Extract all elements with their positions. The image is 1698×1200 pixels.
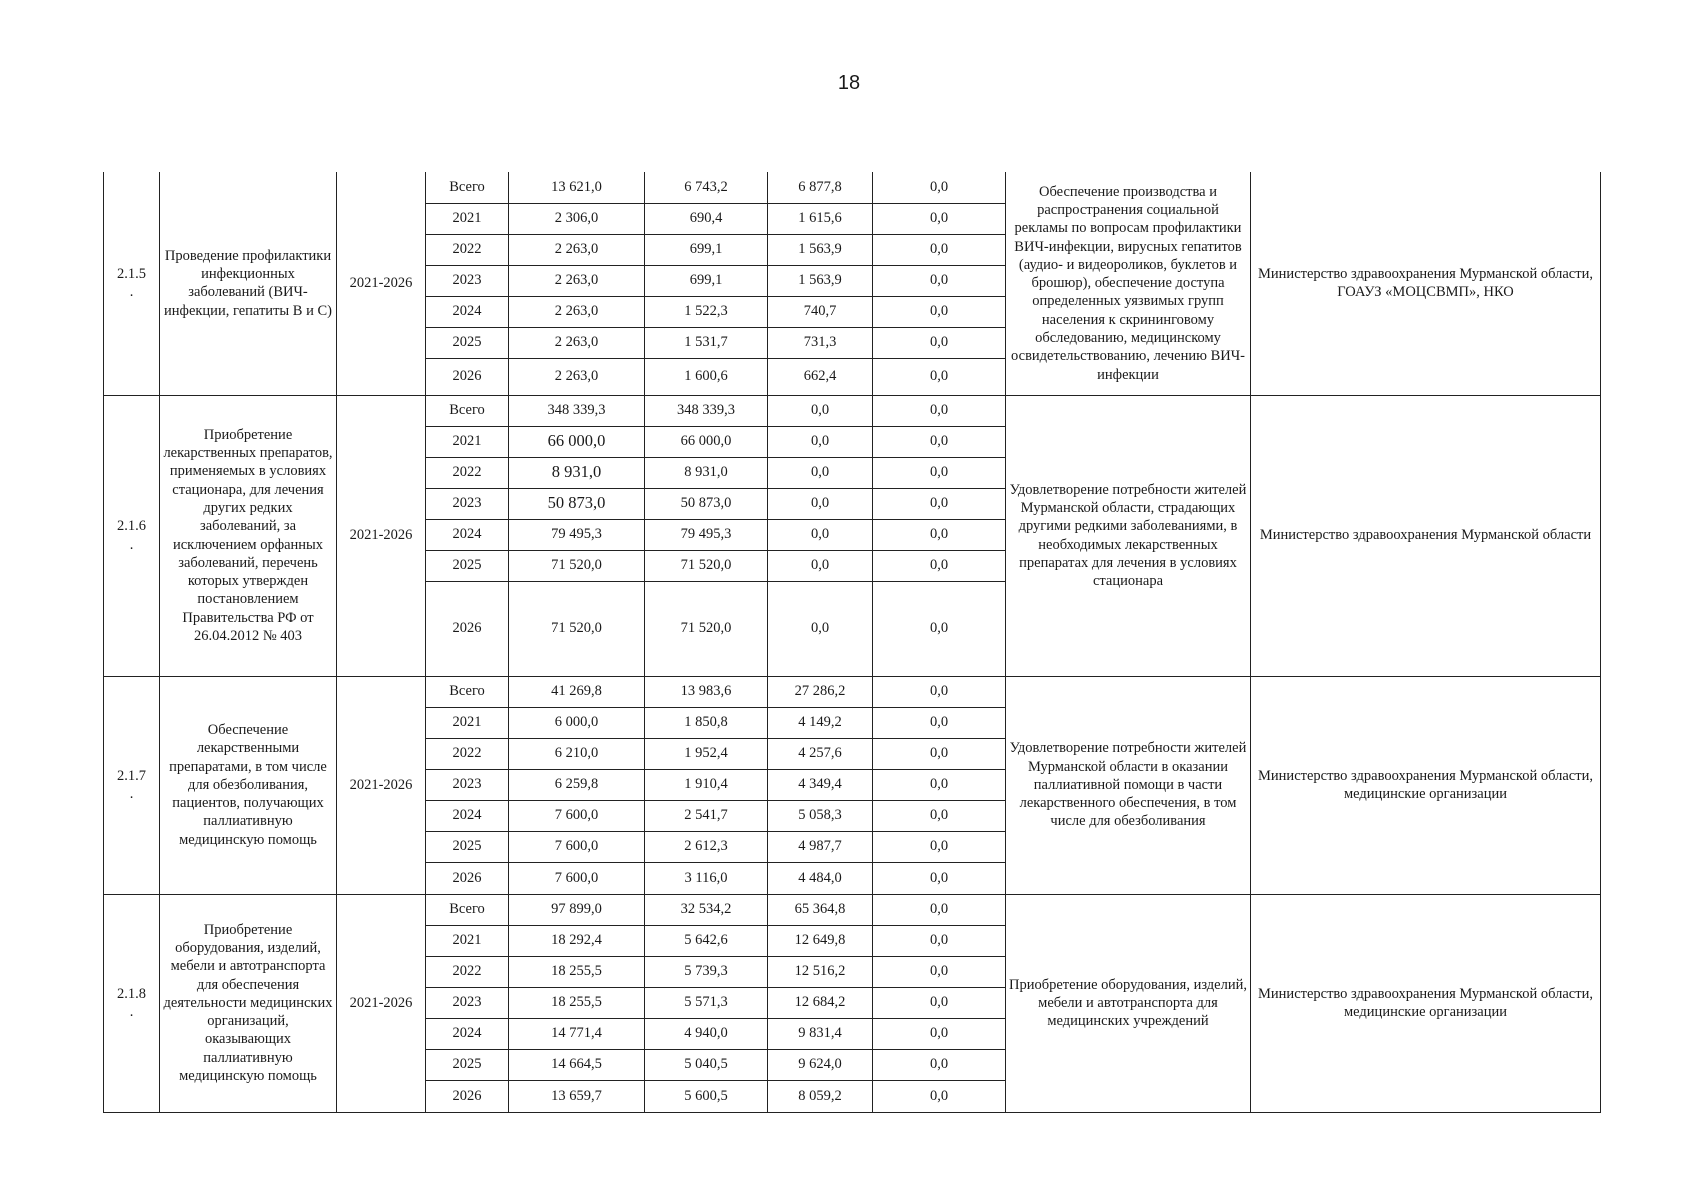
total-cell: 7 600,0 [509,831,645,862]
total-cell: 14 771,4 [509,1018,645,1049]
item-name: Приобретение оборудования, изделий, мебели и автотранспорта для обеспечения деятельности медицинских организаций, оказывающих паллиативную медицинскую помощь [160,894,337,1112]
regional-budget-cell: 6 877,8 [768,172,873,203]
regional-budget-cell: 65 364,8 [768,894,873,925]
expected-result: Удовлетворение потребности жителей Мурманской области в оказании паллиативной помощи в части лекарственного обеспечения, в том числе для обезболивания [1006,676,1251,894]
other-budget-cell: 0,0 [873,488,1006,519]
federal-budget-cell: 5 571,3 [645,987,768,1018]
federal-budget-cell: 4 940,0 [645,1018,768,1049]
other-budget-cell: 0,0 [873,676,1006,707]
total-cell: 18 255,5 [509,956,645,987]
year-cell: 2021 [426,707,509,738]
federal-budget-cell: 8 931,0 [645,457,768,488]
other-budget-cell: 0,0 [873,862,1006,894]
total-cell: 2 263,0 [509,234,645,265]
federal-budget-cell: 6 743,2 [645,172,768,203]
regional-budget-cell: 4 149,2 [768,707,873,738]
funding-table [103,172,1601,1113]
executor: Министерство здравоохранения Мурманской области, медицинские организации [1251,894,1601,1112]
regional-budget-cell: 0,0 [768,395,873,426]
item-number: 2.1.7 . [104,676,160,894]
federal-budget-cell: 3 116,0 [645,862,768,894]
regional-budget-cell: 1 563,9 [768,265,873,296]
year-cell: Всего [426,676,509,707]
other-budget-cell: 0,0 [873,831,1006,862]
other-budget-cell: 0,0 [873,738,1006,769]
federal-budget-cell: 32 534,2 [645,894,768,925]
regional-budget-cell: 0,0 [768,426,873,457]
total-cell: 2 263,0 [509,265,645,296]
regional-budget-cell: 0,0 [768,550,873,581]
federal-budget-cell: 1 850,8 [645,707,768,738]
regional-budget-cell: 0,0 [768,519,873,550]
year-cell: 2026 [426,581,509,676]
item-period: 2021-2026 [337,172,426,395]
regional-budget-cell: 12 516,2 [768,956,873,987]
other-budget-cell: 0,0 [873,1080,1006,1112]
federal-budget-cell: 66 000,0 [645,426,768,457]
regional-budget-cell: 5 058,3 [768,800,873,831]
year-cell: 2021 [426,925,509,956]
federal-budget-cell: 5 040,5 [645,1049,768,1080]
regional-budget-cell: 27 286,2 [768,676,873,707]
executor: Министерство здравоохранения Мурманской области [1251,395,1601,676]
federal-budget-cell: 50 873,0 [645,488,768,519]
item-period: 2021-2026 [337,676,426,894]
year-cell: 2023 [426,769,509,800]
other-budget-cell: 0,0 [873,426,1006,457]
other-budget-cell: 0,0 [873,894,1006,925]
item-number: 2.1.8 . [104,894,160,1112]
regional-budget-cell: 4 484,0 [768,862,873,894]
other-budget-cell: 0,0 [873,769,1006,800]
federal-budget-cell: 79 495,3 [645,519,768,550]
other-budget-cell: 0,0 [873,395,1006,426]
year-cell: 2025 [426,831,509,862]
federal-budget-cell: 348 339,3 [645,395,768,426]
federal-budget-cell: 1 531,7 [645,327,768,358]
executor: Министерство здравоохранения Мурманской области, ГОАУЗ «МОЦСВМП», НКО [1251,172,1601,395]
other-budget-cell: 0,0 [873,203,1006,234]
regional-budget-cell: 740,7 [768,296,873,327]
other-budget-cell: 0,0 [873,707,1006,738]
total-cell: 66 000,0 [509,426,645,457]
total-cell: 6 000,0 [509,707,645,738]
regional-budget-cell: 8 059,2 [768,1080,873,1112]
other-budget-cell: 0,0 [873,1018,1006,1049]
other-budget-cell: 0,0 [873,234,1006,265]
total-cell: 13 621,0 [509,172,645,203]
year-cell: 2023 [426,265,509,296]
year-cell: 2024 [426,800,509,831]
federal-budget-cell: 699,1 [645,265,768,296]
other-budget-cell: 0,0 [873,327,1006,358]
year-cell: 2022 [426,234,509,265]
item-name: Обеспечение лекарственными препаратами, в том числе для обезболивания, пациентов, получающих паллиативную медицинскую помощь [160,676,337,894]
total-cell: 6 259,8 [509,769,645,800]
regional-budget-cell: 9 624,0 [768,1049,873,1080]
total-cell: 2 263,0 [509,296,645,327]
regional-budget-cell: 662,4 [768,358,873,395]
federal-budget-cell: 1 952,4 [645,738,768,769]
federal-budget-cell: 71 520,0 [645,581,768,676]
federal-budget-cell: 5 600,5 [645,1080,768,1112]
year-cell: 2025 [426,327,509,358]
total-cell: 13 659,7 [509,1080,645,1112]
other-budget-cell: 0,0 [873,172,1006,203]
regional-budget-cell: 1 563,9 [768,234,873,265]
year-cell: 2022 [426,956,509,987]
table-row [104,172,1601,203]
federal-budget-cell: 13 983,6 [645,676,768,707]
total-cell: 50 873,0 [509,488,645,519]
regional-budget-cell: 12 649,8 [768,925,873,956]
other-budget-cell: 0,0 [873,956,1006,987]
year-cell: 2025 [426,550,509,581]
other-budget-cell: 0,0 [873,519,1006,550]
year-cell: 2022 [426,457,509,488]
regional-budget-cell: 12 684,2 [768,987,873,1018]
total-cell: 7 600,0 [509,800,645,831]
total-cell: 71 520,0 [509,550,645,581]
year-cell: 2024 [426,1018,509,1049]
item-name: Проведение профилактики инфекционных заболеваний (ВИЧ-инфекции, гепатиты B и С) [160,172,337,395]
executor: Министерство здравоохранения Мурманской области, медицинские организации [1251,676,1601,894]
federal-budget-cell: 699,1 [645,234,768,265]
item-period: 2021-2026 [337,395,426,676]
year-cell: 2023 [426,987,509,1018]
federal-budget-cell: 2 541,7 [645,800,768,831]
regional-budget-cell: 4 987,7 [768,831,873,862]
expected-result: Приобретение оборудования, изделий, мебели и автотранспорта для медицинских учреждений [1006,894,1251,1112]
total-cell: 18 255,5 [509,987,645,1018]
regional-budget-cell: 731,3 [768,327,873,358]
other-budget-cell: 0,0 [873,987,1006,1018]
total-cell: 79 495,3 [509,519,645,550]
regional-budget-cell: 4 349,4 [768,769,873,800]
total-cell: 6 210,0 [509,738,645,769]
year-cell: 2026 [426,358,509,395]
federal-budget-cell: 2 612,3 [645,831,768,862]
year-cell: 2022 [426,738,509,769]
total-cell: 2 263,0 [509,358,645,395]
regional-budget-cell: 0,0 [768,488,873,519]
item-number: 2.1.6 . [104,395,160,676]
year-cell: Всего [426,894,509,925]
federal-budget-cell: 5 739,3 [645,956,768,987]
table-row [104,395,1601,426]
total-cell: 2 306,0 [509,203,645,234]
other-budget-cell: 0,0 [873,265,1006,296]
other-budget-cell: 0,0 [873,581,1006,676]
year-cell: 2025 [426,1049,509,1080]
total-cell: 2 263,0 [509,327,645,358]
total-cell: 14 664,5 [509,1049,645,1080]
regional-budget-cell: 4 257,6 [768,738,873,769]
item-number: 2.1.5 . [104,172,160,395]
federal-budget-cell: 71 520,0 [645,550,768,581]
regional-budget-cell: 0,0 [768,581,873,676]
regional-budget-cell: 0,0 [768,457,873,488]
year-cell: 2024 [426,296,509,327]
total-cell: 41 269,8 [509,676,645,707]
expected-result: Удовлетворение потребности жителей Мурманской области, страдающих другими редкими заболеваниями, в необходимых лекарственных препаратах для лечения в условиях стационара [1006,395,1251,676]
year-cell: 2021 [426,203,509,234]
federal-budget-cell: 1 910,4 [645,769,768,800]
total-cell: 18 292,4 [509,925,645,956]
total-cell: 8 931,0 [509,457,645,488]
total-cell: 7 600,0 [509,862,645,894]
table-row [104,894,1601,925]
year-cell: Всего [426,395,509,426]
page-number: 18 [837,72,861,94]
item-name: Приобретение лекарственных препаратов, применяемых в условиях стационара, для лечения других редких заболеваний, за исключением орфанных заболеваний, перечень которых утвержден постановлением Правительства РФ от 26.04.2012 № 403 [160,395,337,676]
other-budget-cell: 0,0 [873,800,1006,831]
other-budget-cell: 0,0 [873,550,1006,581]
total-cell: 348 339,3 [509,395,645,426]
year-cell: 2026 [426,1080,509,1112]
other-budget-cell: 0,0 [873,296,1006,327]
table-row [104,676,1601,707]
year-cell: 2021 [426,426,509,457]
other-budget-cell: 0,0 [873,457,1006,488]
year-cell: Всего [426,172,509,203]
total-cell: 71 520,0 [509,581,645,676]
expected-result: Обеспечение производства и распространения социальной рекламы по вопросам профилактики ВИЧ-инфекции, вирусных гепатитов (аудио- и видеороликов, буклетов и брошюр), обеспечение доступа определенных уязвимых групп населения к скрининговому обследованию, медицинскому освидетельствованию, лечению ВИЧ-инфекции [1006,172,1251,395]
other-budget-cell: 0,0 [873,1049,1006,1080]
federal-budget-cell: 5 642,6 [645,925,768,956]
other-budget-cell: 0,0 [873,925,1006,956]
item-period: 2021-2026 [337,894,426,1112]
federal-budget-cell: 690,4 [645,203,768,234]
year-cell: 2026 [426,862,509,894]
federal-budget-cell: 1 522,3 [645,296,768,327]
year-cell: 2023 [426,488,509,519]
year-cell: 2024 [426,519,509,550]
regional-budget-cell: 9 831,4 [768,1018,873,1049]
regional-budget-cell: 1 615,6 [768,203,873,234]
federal-budget-cell: 1 600,6 [645,358,768,395]
total-cell: 97 899,0 [509,894,645,925]
other-budget-cell: 0,0 [873,358,1006,395]
